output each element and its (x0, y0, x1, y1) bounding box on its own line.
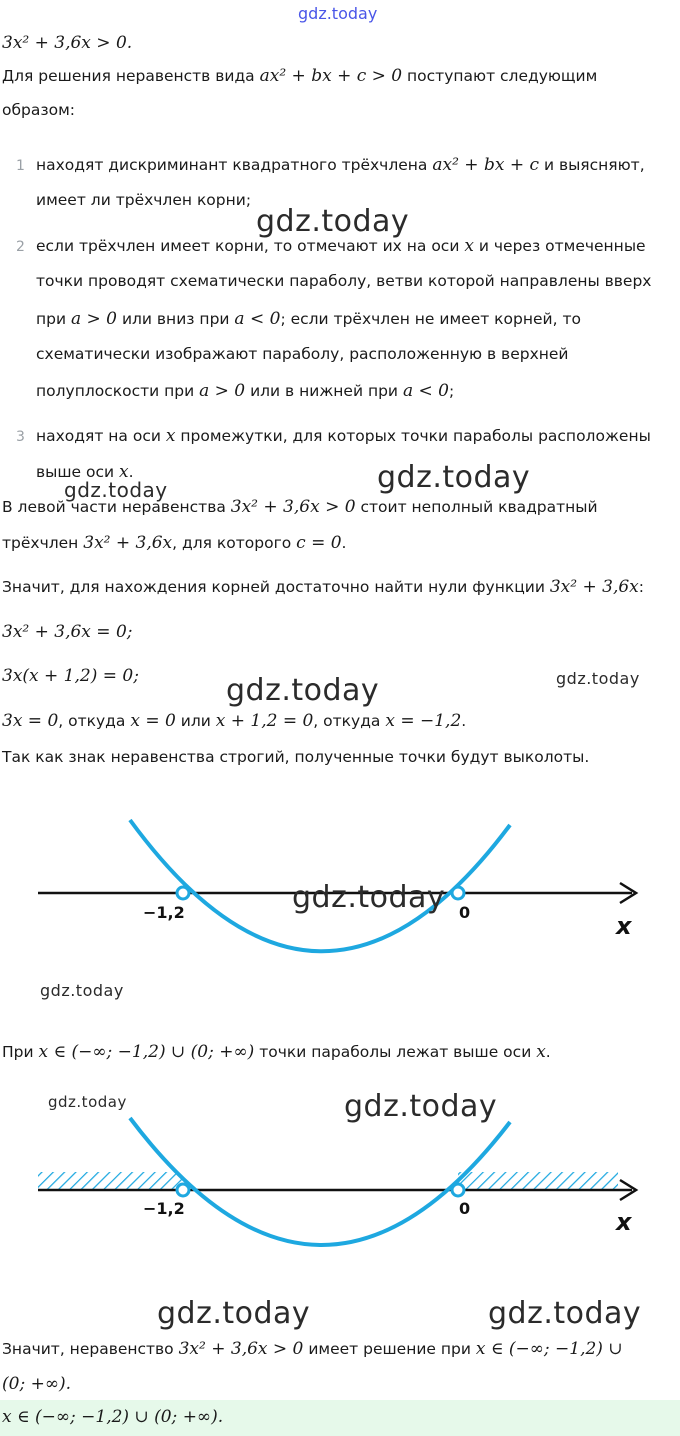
step-1-line1 (36, 155, 645, 175)
root-point-left (177, 1184, 189, 1196)
watermark: gdz.today (292, 880, 446, 915)
root-point-right (452, 887, 464, 899)
left-root-label: −1,2 (143, 903, 185, 922)
step-formula: a < 0 (234, 309, 281, 329)
step-formula: x (119, 462, 129, 482)
graph-parabola-2 (0, 1100, 680, 1280)
eq-formula: x = 0 (130, 711, 176, 731)
step-2-line3 (36, 309, 581, 329)
eq-formula: x = −1,2 (385, 711, 462, 731)
step-1-line2: имеет ли трёхчлен корни; (36, 191, 252, 209)
para-text: . (545, 1043, 551, 1061)
watermark: gdz.today (40, 981, 124, 1000)
method-lead-tail: поступают следующим (407, 67, 598, 85)
para-formula: x ∈ (−∞; −1,2) ∪ (0; +∞) (38, 1042, 255, 1062)
right-root-label: 0 (459, 1199, 471, 1218)
step-text: полуплоскости при (36, 382, 195, 400)
step-text: ; (448, 382, 455, 400)
method-lead-line2: образом: (2, 101, 76, 119)
step-text: или вниз при (121, 310, 230, 328)
watermark: gdz.today (488, 1296, 642, 1331)
axis-label: x (616, 1208, 632, 1236)
step-text: . (128, 463, 134, 481)
para-formula: 3x² + 3,6x > 0 (230, 497, 356, 517)
step-formula: x (165, 426, 176, 446)
equation-2: 3x(x + 1,2) = 0; (2, 666, 139, 686)
conclusion-formula: x ∈ (−∞; −1,2) ∪ (475, 1339, 623, 1359)
step-formula: a > 0 (70, 309, 117, 329)
step-text: если трёхчлен имеет корни, то отмечают их на оси (36, 237, 460, 255)
answer-box (0, 1400, 680, 1436)
step-text: находят дискриминант квадратного трёхчлена (36, 156, 428, 174)
step-formula: x (464, 236, 474, 256)
watermark-top: gdz.today (298, 4, 378, 23)
watermark: gdz.today (377, 460, 531, 495)
conclusion-line2: (0; +∞). (2, 1374, 72, 1394)
step-text: при (36, 310, 67, 328)
step-text: находят на оси (36, 427, 161, 445)
para-text: Значит, для нахождения корней достаточно найти нули функции (2, 578, 545, 596)
step-text: промежутки, для которых точки параболы расположены (180, 427, 651, 445)
method-lead-text: Для решения неравенств вида (2, 67, 255, 85)
eq-formula: 3x = 0 (2, 711, 59, 731)
para-text: . (341, 534, 347, 552)
left-root-label: −1,2 (143, 1199, 185, 1218)
watermark: gdz.today (48, 1093, 127, 1111)
para-text: , для которого (172, 534, 292, 552)
hatch-right-interval (458, 1172, 618, 1190)
para-text: В левой части неравенства (2, 498, 226, 516)
equation-1: 3x² + 3,6x = 0; (2, 622, 133, 642)
watermark: gdz.today (64, 478, 168, 502)
root-point-left (177, 887, 189, 899)
conclusion-formula: 3x² + 3,6x > 0 (178, 1339, 304, 1359)
para-text: : (638, 578, 644, 596)
para2 (2, 577, 644, 597)
para-text: трёхчлен (2, 534, 79, 552)
para3: Так как знак неравенства строгий, полученные точки будут выколоты. (2, 748, 590, 766)
watermark: gdz.today (344, 1089, 498, 1124)
para-formula: x (536, 1042, 546, 1062)
para-text: При (2, 1043, 34, 1061)
watermark: gdz.today (157, 1296, 311, 1331)
para-text: точки параболы лежат выше оси (259, 1043, 532, 1061)
step-text: или в нижней при (250, 382, 399, 400)
para-formula: 3x² + 3,6x (549, 577, 639, 597)
step-2-line5 (36, 381, 454, 401)
para-formula: c = 0 (296, 533, 342, 553)
step-text: и через отмеченные (478, 237, 646, 255)
step-formula: a > 0 (199, 381, 246, 401)
step-text: выше оси (36, 463, 115, 481)
root-point-right (452, 1184, 464, 1196)
watermark: gdz.today (556, 669, 640, 688)
method-lead-line1 (2, 66, 597, 86)
para4 (2, 1042, 551, 1062)
step-2-line4: схематически изображают параболу, расположенную в верхней (36, 345, 569, 363)
right-root-label: 0 (459, 903, 471, 922)
step-text: и выясняют, (543, 156, 645, 174)
step-number: 3 (16, 429, 25, 445)
para1-line2 (2, 533, 346, 553)
para-formula: 3x² + 3,6x (83, 533, 173, 553)
step-formula: a < 0 (402, 381, 449, 401)
step-number: 2 (16, 239, 25, 255)
para-text: стоит неполный квадратный (360, 498, 598, 516)
conclusion-text: имеет решение при (308, 1340, 471, 1358)
eq-text: или (180, 712, 211, 730)
eq-text: . (461, 712, 467, 730)
hatch-left-interval (38, 1172, 183, 1190)
conclusion-text: Значит, неравенство (2, 1340, 174, 1358)
method-lead-formula: ax² + bx + c > 0 (259, 66, 403, 86)
step-2-line2: точки проводят схематически параболу, ветви которой направлены вверх (36, 272, 652, 290)
axis-label: x (616, 912, 632, 940)
step-2-line1 (36, 236, 646, 256)
eq-formula: x + 1,2 = 0 (215, 711, 314, 731)
eq-text: , откуда (313, 712, 381, 730)
conclusion-line1 (2, 1339, 623, 1359)
step-number: 1 (16, 158, 25, 174)
eq-text: , откуда (58, 712, 126, 730)
answer-text: x ∈ (−∞; −1,2) ∪ (0; +∞). (2, 1407, 224, 1427)
watermark: gdz.today (256, 204, 410, 239)
step-formula: ax² + bx + c (432, 155, 539, 175)
equation-3 (2, 711, 466, 731)
step-3-line1 (36, 426, 651, 446)
step-text: ; если трёхчлен не имеет корней, то (280, 310, 581, 328)
parabola-curve (130, 1118, 510, 1245)
watermark: gdz.today (226, 673, 380, 708)
intro-inequality: 3x² + 3,6x > 0. (2, 33, 133, 53)
